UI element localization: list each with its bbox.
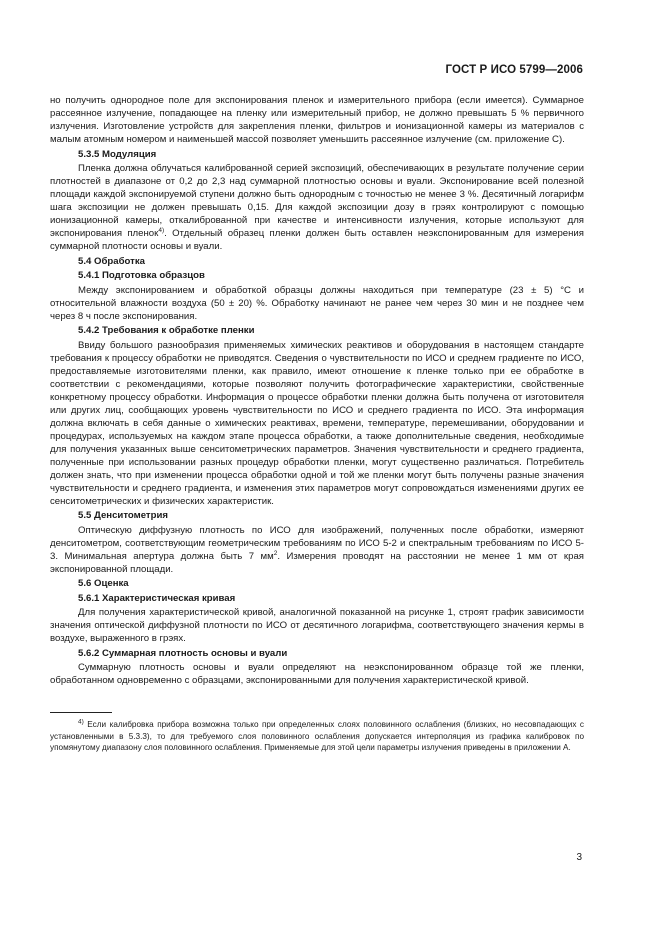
section-heading-5-6: 5.6 Оценка	[78, 578, 129, 589]
paragraph-text: Пленка должна облучаться калиброванной серией экспозиций, обеспечивающих в результате получение серии плотностей в диапазоне от 0,2 до 2,3 над суммарной плотностью основы и вуали. Экспонирование всей полезной площади каждой экспонируемой ступени должно быть однородным с точностью не менее 3 %. Десятичный логарифм шага экспозиции не должен превышать 0,15. Для каждой экспозиции дозу в грэях контролируют с помощью ионизационной камеры, откалиброванной при качестве и интенсивности излучения, которые используют для экспонирования пленок	[50, 163, 584, 239]
section-heading-5-6-2: 5.6.2 Суммарная плотность основы и вуали	[78, 647, 288, 659]
section-heading-5-3-5: 5.3.5 Модуляция	[78, 148, 157, 160]
footnote-text: Если калибровка прибора возможна только при определенных слоях половинного ослабления (близких, но несовпадающих с установленными в 5.3.3), то для требуемого слоя половинного ослабления допускается интерполяция из графика калибровок по упомянутому диапазону слоя половинного ослабления. Применяемые для этой цели параметры излучения приведены в приложении А.	[50, 720, 584, 752]
superscript: 2	[273, 549, 278, 557]
section-heading-5-5: 5.5 Денситометрия	[78, 510, 168, 521]
paragraph: Ввиду большого разнообразия применяемых химических реактивов и оборудования в настоящем стандарте требования к процессу обработки не приводятся. Сведения о чувствительности по ИСО и среднем градиенте по ИСО, предоставляемые изготовителями пленки, как правило, имеют отношение к пленке только при ее обработке в соответствии с рекомендациями, которые позволяют получить фотографические характеристики, свойственные конкретному процессу обработки. Информация о процессе обработки пленки должна быть получена от изготовителя или других лиц, сообщающих уровень чувствительности по ИСО и среднего градиента по ИСО. Эта информация должна включать в себя данные о химических реактивах, времени, температуре, перемешивании, оборудовании и процедурах, используемых на каждом этапе процесса обработки, а также дополнительные сведения, необходимые для получения указанных выше сенситометрических параметров. Значения чувствительности и среднего градиента, полученные при использовании разных процедур обработки пленки, могут существенно различаться. Потребитель должен знать, что при изменении процесса обработки одной и той же пленки могут быть получены разные значения чувствительности и среднего градиента, и изменения этих параметров могут сопровождаться изменениями других ее сенситометрических и физических характеристик.	[50, 339, 584, 507]
document-body	[50, 94, 584, 754]
paragraph	[50, 524, 584, 576]
paragraph: Между экспонированием и обработкой образцы должны находиться при температуре (23 ± 5) °С и относительной влажности воздуха (50 ± 20) %. Обработку начинают не ранее чем через 30 мин и не позднее чем через 8 ч после экспонирования.	[50, 284, 584, 322]
paragraph-text: Оптическую диффузную плотность по ИСО для изображений, полученных после обработки, измеряют денситометром, соответствующим геометрическим требованиям по ИСО 5-2 и спектральным требованиям по ИСО 5-3. Минимальная апертура должна быть 7 мм	[50, 524, 584, 562]
document-header: ГОСТ Р ИСО 5799—2006	[445, 64, 583, 76]
section-heading-5-4: 5.4 Обработка	[78, 255, 145, 267]
paragraph: Для получения характеристической кривой, аналогичной показанной на рисунке 1, строят график зависимости значения оптической диффузной плотности по ИСО от десятичного логарифма, соответствующего значения кермы в воздухе, выраженного в грэях.	[50, 607, 584, 644]
paragraph	[50, 162, 584, 253]
paragraph: но получить однородное поле для экспонирования пленок и измерительного прибора (если имеется). Суммарное рассеянное излучение, попадающее на пленку или измерительный прибор, не должно превышать 5 % первичного излучения. Изготовление устройств для закрепления пленки, фильтров и ионизационной камеры из материалов с малым атомным номером и наименьшей массой позволяет уменьшить рассеянное излучение (см. приложение С).	[50, 95, 584, 145]
section-heading-5-4-1: 5.4.1 Подготовка образцов	[78, 270, 205, 281]
page-number: 3	[576, 852, 582, 863]
paragraph-text: . Отдельный образец пленки должен быть оставлен неэкспонированным для измерения суммарной плотности основы и вуали.	[50, 228, 584, 252]
footnote-mark: 4)	[78, 718, 84, 726]
section-heading-5-6-1: 5.6.1 Характеристическая кривая	[78, 592, 236, 604]
footnote-divider	[50, 712, 112, 713]
section-heading-5-4-2: 5.4.2 Требования к обработке пленки	[78, 325, 255, 336]
footnote-ref[interactable]: 4)	[158, 226, 165, 234]
paragraph-text: . Измерения проводят на расстоянии не менее 1 мм от края экспонированной площади.	[50, 550, 584, 575]
paragraph: Суммарную плотность основы и вуали определяют на неэкспонированном образце той же пленки, обработанном одновременно с образцами, экспонированными для получения характеристической кривой.	[50, 662, 584, 686]
footnote	[50, 719, 584, 754]
